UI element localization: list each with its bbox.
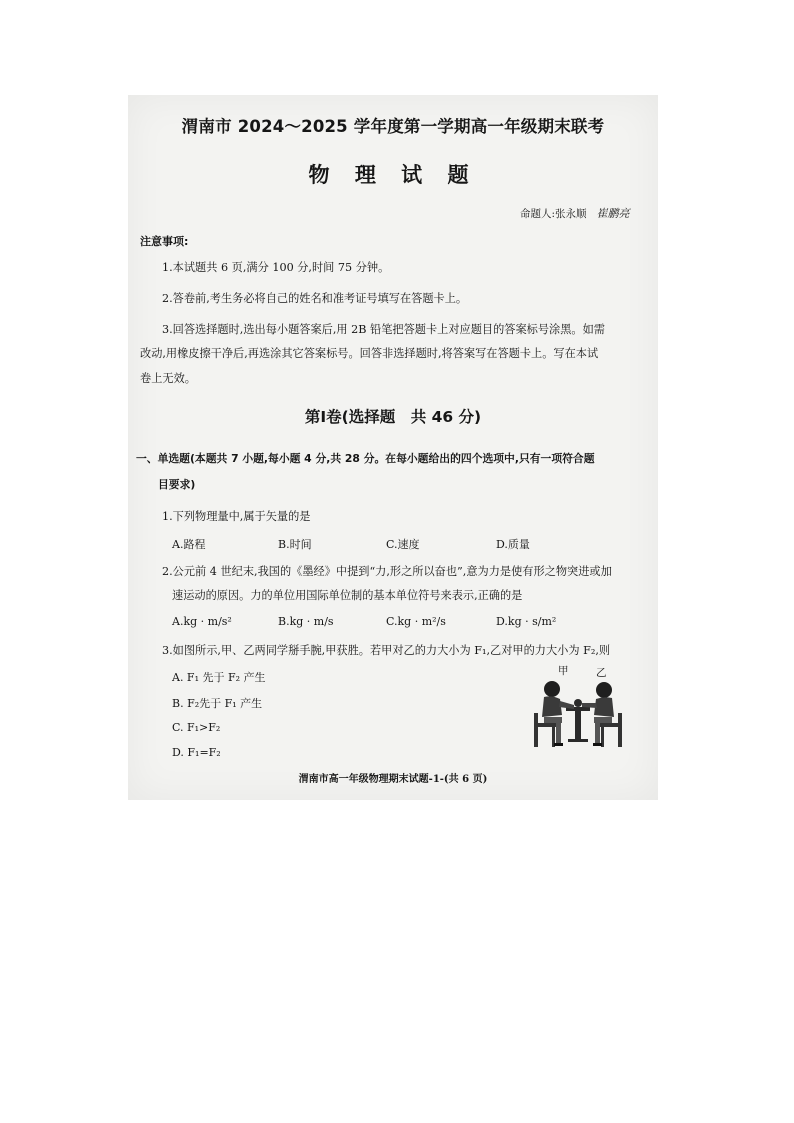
question-3-option-c: C. F₁>F₂ bbox=[172, 721, 221, 734]
question-1-option-b: B.时间 bbox=[278, 538, 312, 551]
notice-item-1: 1.本试题共 6 页,满分 100 分,时间 75 分钟。 bbox=[162, 261, 390, 274]
question-1-stem: 1.下列物理量中,属于矢量的是 bbox=[162, 510, 311, 523]
question-1-option-a: A.路程 bbox=[172, 538, 206, 551]
question-1-option-c: C.速度 bbox=[386, 538, 420, 551]
figure-label-jia: 甲 bbox=[558, 665, 569, 677]
question-2-option-b: B.kg · m/s bbox=[278, 615, 334, 628]
question-2-stem: 2.公元前 4 世纪末,我国的《墨经》中提到“力,形之所以奋也”,意为力是使有形之物突进或加 bbox=[162, 565, 612, 578]
question-2-option-c: C.kg · m²/s bbox=[386, 615, 446, 628]
page-footer: 渭南市高一年级物理期末试题-1-(共 6 页) bbox=[298, 774, 488, 785]
author-signature: 崔鹏亮 bbox=[596, 207, 630, 220]
subject-title: 物 理 试 题 bbox=[308, 163, 478, 187]
question-1-option-d: D.质量 bbox=[496, 538, 530, 551]
notice-item-3-end: 卷上无效。 bbox=[140, 372, 196, 385]
question-2-option-a: A.kg · m/s² bbox=[172, 615, 232, 628]
notice-item-3-cont: 改动,用橡皮擦干净后,再选涂其它答案标号。回答非选择题时,将答案写在答题卡上。写在本试 bbox=[140, 347, 599, 360]
notice-item-2: 2.答卷前,考生务必将自己的姓名和准考证号填写在答题卡上。 bbox=[162, 292, 468, 305]
question-2-option-d: D.kg · s/m² bbox=[496, 615, 557, 628]
author-line bbox=[520, 205, 630, 221]
exam-page bbox=[128, 95, 658, 800]
question-3-option-d: D. F₁=F₂ bbox=[172, 746, 221, 759]
question-2-stem-cont: 速运动的原因。力的单位用国际单位制的基本单位符号来表示,正确的是 bbox=[172, 589, 523, 602]
question-3-stem: 3.如图所示,甲、乙两同学掰手腕,甲获胜。若甲对乙的力大小为 F₁,乙对甲的力大小为 F₂,则 bbox=[162, 644, 611, 657]
figure-label-yi: 乙 bbox=[596, 667, 607, 679]
part1-heading: 一、单选题(本题共 7 小题,每小题 4 分,共 28 分。在每小题给出的四个选项中,只有一项符合题 bbox=[136, 452, 595, 465]
exam-title: 渭南市 2024～2025 学年度第一学期高一年级期末联考 bbox=[181, 117, 605, 136]
arm-wrestling-illustration bbox=[528, 663, 628, 753]
section-title: 第Ⅰ卷(选择题 共 46 分) bbox=[304, 408, 482, 426]
question-3-option-b: B. F₂先于 F₁ 产生 bbox=[172, 697, 263, 710]
author-label: 命题人:张永顺 bbox=[520, 208, 587, 220]
arm-wrestling-figure bbox=[528, 663, 628, 753]
part1-heading-cont: 目要求) bbox=[158, 478, 196, 491]
notice-heading: 注意事项: bbox=[140, 235, 189, 248]
question-3-option-a: A. F₁ 先于 F₂ 产生 bbox=[172, 671, 266, 684]
notice-item-3: 3.回答选择题时,选出每小题答案后,用 2B 铅笔把答题卡上对应题目的答案标号涂黑。如需 bbox=[162, 323, 605, 336]
